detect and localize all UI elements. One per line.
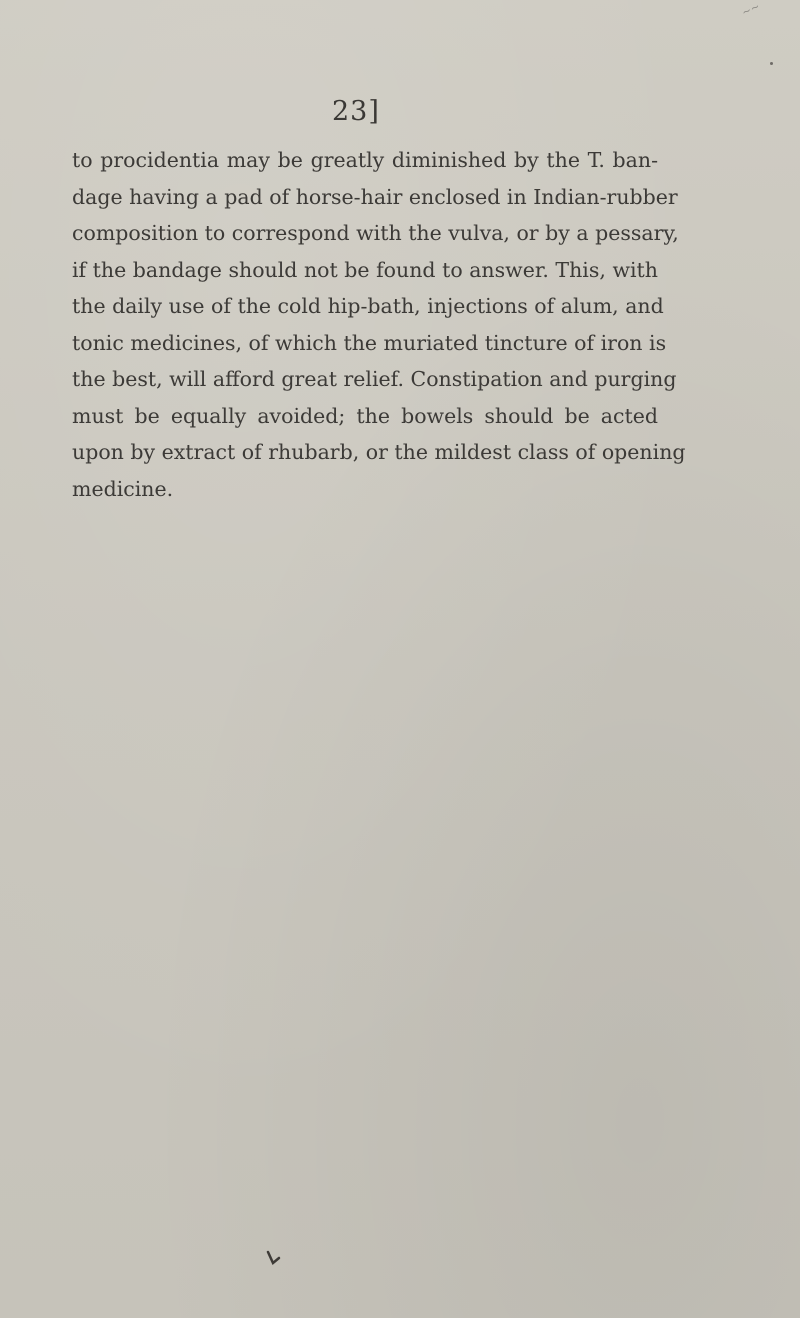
text-line: the best, will afford great relief. Constipation and purging — [72, 367, 677, 391]
text-line: to procidentia may be greatly diminished by the T. ban- — [72, 148, 658, 172]
corner-ink-mark: ~~ — [739, 0, 762, 20]
paper-speck — [770, 62, 773, 65]
text-line: if the bandage should not be found to answer. This, with — [72, 257, 658, 282]
text-line: composition to correspond with the vulva, or by a pessary, — [72, 221, 679, 245]
text-line: the daily use of the cold hip-bath, injections of alum, and — [72, 294, 664, 318]
text-line: upon by extract of rhubarb, or the mildest class of opening — [72, 440, 686, 464]
ink-tick-mark — [266, 1250, 282, 1268]
page-number: 23] — [332, 96, 380, 127]
text-line: medicine. — [72, 476, 174, 501]
paragraph — [72, 142, 686, 507]
text-line: dage having a pad of horse-hair enclosed in Indian-rubber — [72, 184, 678, 209]
text-line: tonic medicines, of which the muriated tincture of iron is — [72, 330, 667, 355]
text-line: must be equally avoided; the bowels should be acted — [72, 403, 658, 428]
